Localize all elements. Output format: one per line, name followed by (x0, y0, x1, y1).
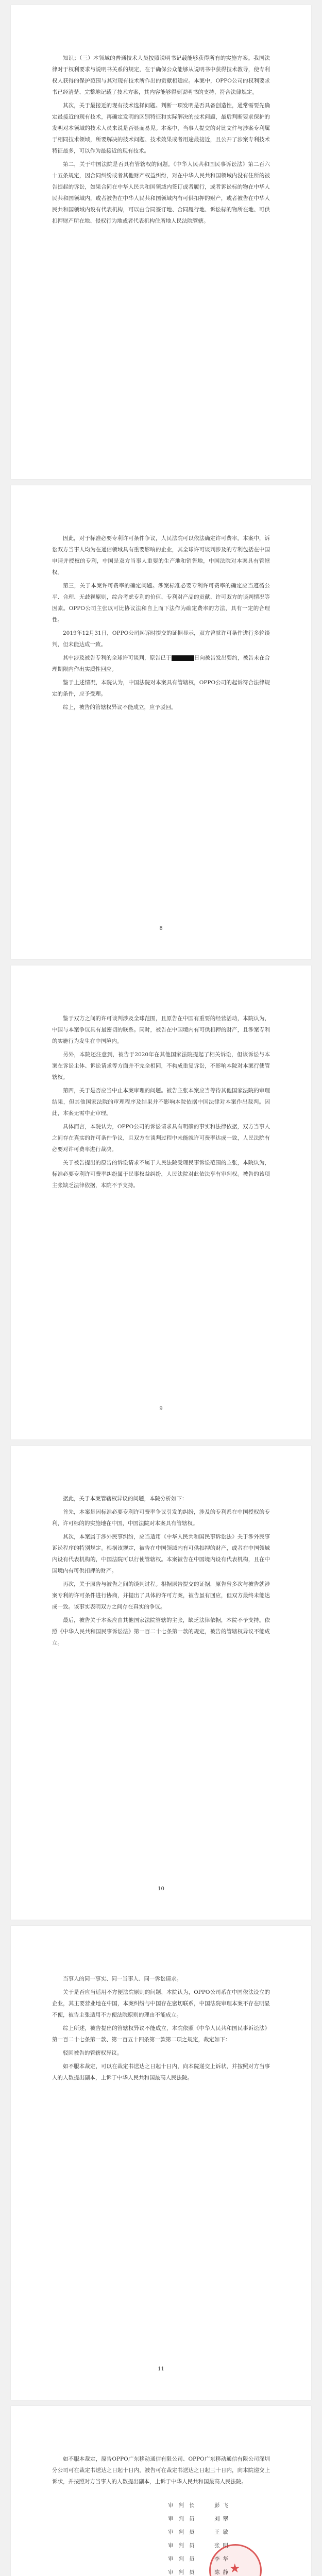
document-page-1 (11, 5, 311, 479)
paragraph: 2019年12月31日，OPPO公司起诉时提交的证据显示，双方曾就许可条件进行多轮谈判，但未能达成一致。 (52, 630, 270, 648)
paragraph: 再次，关于原告与被告之间的谈判过程。根据原告提交的证据，原告曾多次与被告就涉案专利的许可条件进行协商，并提出了具体的许可方案，被告虽有回应，但双方最终未能达成一致。该事实表明双方之间存在真实的争议。 (52, 1581, 270, 1610)
judge-row (52, 2512, 256, 2526)
judge-role: 审判员 (168, 2529, 200, 2535)
paragraph-text: 其中涉及被告专利的全球许可谈判，原告已于 (63, 655, 172, 661)
paragraph: 鉴于上述情况，本院认为，中国法院对本案具有管辖权，OPPO公司的起诉符合法律规定的条件，应予受理。 (52, 680, 270, 697)
page-number: 10 (158, 1886, 164, 1892)
paragraph: 第四，关于是否应当中止本案审理的问题。被告主张本案应当等待其他国家法院的审理结果，但其他国家法院的审理程序及结果并不影响本院依据中国法律对本案作出裁判。因此，本案无需中止审理。 (52, 1088, 270, 1116)
paragraph: 另外，本院还注意到，被告于2020年在其他国家法院提起了相关诉讼，但该诉讼与本案在诉讼主体、诉讼请求等方面并不完全相同，不构成重复诉讼，不影响本院对本案行使管辖权。 (52, 1052, 270, 1080)
paragraph: 据此，关于本案管辖权异议的问题，本院分析如下： (63, 1496, 188, 1502)
page-number: 9 (159, 1406, 163, 1412)
paragraph: 驳回被告的管辖权异议。 (63, 2050, 123, 2056)
redaction-block (172, 655, 194, 661)
paragraph: 综上，被告的管辖权异议不能成立，应予驳回。 (63, 704, 177, 710)
paragraph: 当事人的同一事实、同一当事人、同一诉讼请求。 (63, 1976, 182, 1982)
judge-role: 审判员 (168, 2543, 200, 2549)
judge-name: 王敏 (214, 2529, 231, 2535)
judge-name: 彭飞 (214, 2502, 231, 2509)
page-number: 11 (158, 2366, 164, 2372)
paragraph: 因此，对于标准必要专利许可条件争议，人民法院可以依法确定许可费率。本案中，诉讼双方当事人均为在通信领域具有重要影响的企业，其全球许可谈判涉及的专利包括在中国申请并授权的专利，中国是双方当事人重要的生产地和销售地，中国法院对本案具有管辖权。 (52, 535, 270, 575)
paragraph: 其次，关于最接近的现有技术选择问题。判断一项发明是否具备创造性，通常需要先确定最接近的现有技术，再确定发明的区别特征和实际解决的技术问题，最后判断要求保护的发明对本领域的技术人员来说是否显而易见。本案中，当事人提交的对比文件与涉案专利属于相同技术领域，所要解决的技术问题、技术效果或者用途最接近，且公开了涉案专利技术特征最多，可以作为最接近的现有技术。 (52, 103, 270, 154)
paragraph: 关于被告提出的原告的诉讼请求不属于人民法院受理民事诉讼范围的主张，本院认为，标准必要专利许可费率纠纷属于民事权益纠纷，人民法院对此依法享有审判权。被告的该项主张缺乏法律依据，本院不予支持。 (52, 1160, 270, 1189)
paragraph: 鉴于双方之间的许可谈判涉及全球范围，且原告在中国有重要的经营活动，本院认为，中国与本案争议具有最密切的联系。同时，被告在中国境内有可供扣押的财产，且涉案专利的实施行为发生在中国境内。 (52, 1015, 270, 1044)
seal-star-icon: ★ (229, 2561, 241, 2575)
paragraph: 关于是否应当适用不方便法院原则的问题，本院认为，OPPO公司系在中国依法设立的企业，其主要营业地在中国，本案纠纷与中国存在密切联系，中国法院审理本案不存在明显不便，被告主张适用不方便法院原则的理由不能成立。 (52, 1989, 270, 2018)
judge-row (52, 2526, 256, 2539)
document-page-2 (11, 485, 311, 959)
judge-role: 审判员 (168, 2569, 200, 2575)
judge-role: 审判员 (168, 2516, 200, 2522)
paragraph: 首先，本案是因标准必要专利许可费率争议引发的纠纷，涉及的专利系在中国授权的专利，许可标的的实施地在中国，中国法院对本案具有管辖权。 (52, 1509, 270, 1527)
paragraph: 第二，关于中国法院是否具有管辖权的问题。《中华人民共和国民事诉讼法》第二百六十五条规定，因合同纠纷或者其他财产权益纠纷，对在中华人民共和国领域内没有住所的被告提起的诉讼，如果合同在中华人民共和国领域内签订或者履行，或者诉讼标的物在中华人民共和国领域内，或者被告在中华人民共和国领域内有可供扣押的财产，或者被告在中华人民共和国领域内设有代表机构，可以由合同签订地、合同履行地、诉讼标的物所在地、可供扣押财产所在地、侵权行为地或者代表机构住所地人民法院管辖。 (52, 161, 270, 224)
paragraph: 如不服本裁定，原告OPPO广东移动通信有限公司、OPPO广东移动通信有限公司深圳分公司可在裁定书送达之日起十日内，被告可在裁定书送达之日起三十日内，向本院递交上诉状，并按照对方当事人的人数提出副本，上诉于中华人民共和国最高人民法院。 (52, 2456, 270, 2485)
document-page-4 (11, 1446, 311, 1920)
paragraph: 综上所述，被告提出的管辖权异议不能成立，本院依照《中华人民共和国民事诉讼法》第一百二十七条第一款、第一百五十四条第一款第二项之规定，裁定如下： (52, 2025, 270, 2043)
judge-role: 审判长 (168, 2502, 200, 2509)
paragraph: 第三，关于本案许可费率的确定问题。涉案标准必要专利许可费率的确定应当遵循公平、合理、无歧视原则，综合考虑专利的价值、专利对产品的贡献、许可双方的谈判情况等因素。OPPO公司主张以可比协议法和自上而下法作为确定费率的方法，具有一定的合理性。 (52, 583, 270, 623)
paragraph: 其次，本案属于涉外民事纠纷，应当适用《中华人民共和国民事诉讼法》关于涉外民事诉讼程序的特别规定。根据该规定，被告在中国领域内有可供扣押的财产，或者在中国领域内设有代表机构的，中国法院可以行使管辖权。本案被告在中国境内设有代表机构，且在中国境内有可供扣押的财产。 (52, 1534, 270, 1574)
paragraph: 知识；（三）本领域的普通技术人员按照说明书记载能够获得所有的实施方案。我国法律对于权利要求与说明书关系的规定，在于确保公众能够从说明书中获得技术教导，使专利权人获得的保护范围与其对现有技术所作出的贡献相适应。本案中，OPPO公司的权利要求书已经清楚、完整地记载了技术方案，其内容能够得到说明书的支持，符合法律规定。 (52, 55, 270, 95)
paragraph-text: 日向被告发出要约，被告未在合理期限内作出实质性回应。 (52, 655, 270, 672)
judge-name: 张明 (214, 2543, 231, 2549)
paragraph-with-redaction (52, 652, 270, 675)
page-number: 8 (159, 926, 163, 931)
document-page-6 (11, 2406, 311, 2576)
document-page-3 (11, 965, 311, 1439)
judge-role: 审判员 (168, 2556, 200, 2562)
paragraph: 如不服本裁定，可以在裁定书送达之日起十日内，向本院递交上诉状，并按照对方当事人的人数提出副本，上诉于中华人民共和国最高人民法院。 (52, 2063, 270, 2081)
judge-name: 刘翠 (214, 2516, 231, 2522)
document-page-5 (11, 1926, 311, 2400)
judge-name: 李华 (214, 2556, 231, 2562)
paragraph: 最后，被告关于本案应由其他国家法院管辖的主张，缺乏法律依据，本院不予支持。依照《中华人民共和国民事诉讼法》第一百二十七条第一款的规定，被告的管辖权异议不能成立。 (52, 1617, 270, 1646)
judge-row (52, 2499, 256, 2512)
judge-name: 陈静 (214, 2569, 231, 2575)
paragraph: 具体而言，本院认为，OPPO公司的诉讼请求具有明确的事实和法律依据，双方当事人之间存在真实的许可条件争议，且双方在谈判过程中未能就许可费率达成一致，人民法院有必要对许可费率进行裁决。 (52, 1124, 270, 1153)
